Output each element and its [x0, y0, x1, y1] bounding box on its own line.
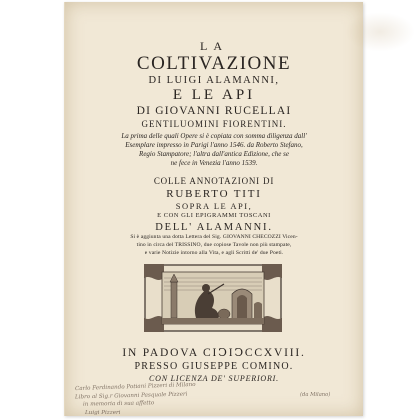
note-line: Esemplare impresso in Parigi l'anno 1546. da Roberto Stefano, [125, 141, 303, 149]
imprint-printer: PRESSO GIUSEPPE COMINO. [134, 361, 294, 372]
addendum-line: e varie Notizie intorno alla Vita, e agli Scritti de' due Poeti. [144, 250, 284, 256]
title-page [64, 2, 363, 416]
handwritten-inscription: Carlo Ferdinando Potiani Pizzeri di Milano [74, 381, 196, 393]
author-rucellai: DI GIOVANNI RUCELLAI [136, 105, 292, 117]
imprint-place: IN PADOVA CIↃIↃCCXVIII. [122, 347, 306, 359]
epigrams-author: DELL' ALAMANNI. [155, 222, 273, 233]
addendum-line: tino in circa del TRISSINO, due copiose Tavole non più stampate, [136, 242, 292, 248]
author-alamanni: DI LUIGI ALAMANNI, [148, 75, 280, 86]
subtitle-api: E LE API [172, 87, 256, 103]
note-line: La prima delle quali Opere si è copiata con somma diligenza dall' [121, 132, 307, 140]
annotations-heading: COLLE ANNOTAZIONI DI [153, 176, 275, 186]
note-line: Regio Stampatore; l'altra dall'antica Edizione, che se [139, 150, 289, 158]
handwritten-inscription: in memoria di sua affetto [82, 400, 155, 408]
handwritten-inscription: Libro al Sig.r Giovanni Pasquale Pizzeri [74, 391, 188, 401]
book-title: COLTIVAZIONE [136, 53, 292, 74]
annotations-subject: SOPRA LE API, [175, 201, 253, 211]
engraved-vignette [144, 264, 282, 332]
note-line: ne fece in Venezia l'anno 1539. [170, 159, 258, 167]
epigrams-line: E CON GLI EPIGRAMMI TOSCANI [157, 212, 271, 219]
annotator-name: RUBERTO TITI [166, 188, 262, 200]
handwritten-aside: (da Milano) [300, 392, 331, 398]
addendum-line: Si è aggiunta una dotta Lettera del Sig. GIOVANNI CHECOZZI Vicen- [130, 234, 298, 240]
handwritten-signature: Luigi Pizzeri [85, 410, 121, 416]
title-article: LA [200, 39, 228, 53]
authors-descriptor: GENTILUOMINI FIORENTINI. [141, 119, 287, 129]
imprint-license: CON LICENZA DE' SUPERIORI. [149, 374, 279, 383]
